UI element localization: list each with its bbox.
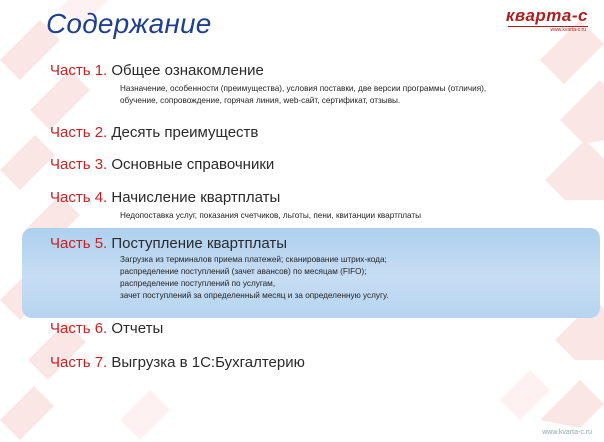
section-6[interactable] <box>50 320 163 337</box>
section-title: Поступление квартплаты <box>111 235 288 252</box>
section-title: Выгрузка в 1С:Бухгалтерию <box>111 354 305 371</box>
section-heading <box>50 354 305 371</box>
section-heading <box>50 235 389 252</box>
section-description <box>120 210 421 222</box>
description-line: Загрузка из терминалов приема платежей; сканирование штрих-кода; <box>120 255 387 264</box>
section-4[interactable] <box>50 189 421 222</box>
description-line: Назначение, особенности (преимущества), условия поставки, две версии программы (отличия), <box>120 84 487 93</box>
section-3[interactable] <box>50 156 274 173</box>
section-part-label: Часть <box>50 354 91 371</box>
section-part-label: Часть <box>50 124 91 141</box>
section-part-label: Часть <box>50 62 91 79</box>
description-line: зачет поступлений за определенный месяц и за определенную услугу. <box>120 291 389 300</box>
footer-url: www.kvarta-c.ru <box>542 429 592 436</box>
section-title: Основные справочники <box>111 156 275 173</box>
section-heading <box>50 189 421 206</box>
company-logo <box>506 6 588 36</box>
section-title: Отчеты <box>111 320 164 337</box>
page-title: Содержание <box>46 8 212 39</box>
description-line: распределение поступлений (зачет авансов) по месяцам (FIFO); <box>120 267 367 276</box>
section-number: 5. <box>94 235 108 252</box>
section-2[interactable] <box>50 124 258 141</box>
section-title: Начисление квартплаты <box>111 189 281 206</box>
section-7[interactable] <box>50 354 305 371</box>
section-number: 6. <box>94 320 108 337</box>
section-title: Общее ознакомление <box>111 62 264 79</box>
section-heading <box>50 62 486 79</box>
section-1[interactable] <box>50 62 486 107</box>
section-5[interactable] <box>50 235 389 302</box>
section-title: Десять преимуществ <box>111 124 259 141</box>
section-description <box>120 254 389 302</box>
section-part-label: Часть <box>50 235 91 252</box>
section-part-label: Часть <box>50 156 91 173</box>
section-part-label: Часть <box>50 189 91 206</box>
section-heading <box>50 124 258 141</box>
section-number: 3. <box>94 156 108 173</box>
logo-name: кварта-с <box>505 6 588 25</box>
description-line: обучение, сопровождение, горячая линия, web-сайт, сертификат, отзывы. <box>120 96 401 105</box>
section-number: 4. <box>94 189 108 206</box>
description-line: распределение поступлений по услугам, <box>120 279 276 288</box>
section-description <box>120 83 486 107</box>
section-number: 1. <box>94 62 108 79</box>
description-line: Недопоставка услуг, показания счетчиков, льготы, пени, квитанции квартплаты <box>120 211 422 220</box>
section-heading <box>50 320 163 337</box>
logo-url: www.kvarta-c.ru <box>550 27 586 33</box>
section-part-label: Часть <box>50 320 91 337</box>
section-heading <box>50 156 274 173</box>
section-number: 2. <box>94 124 108 141</box>
section-number: 7. <box>94 354 108 371</box>
